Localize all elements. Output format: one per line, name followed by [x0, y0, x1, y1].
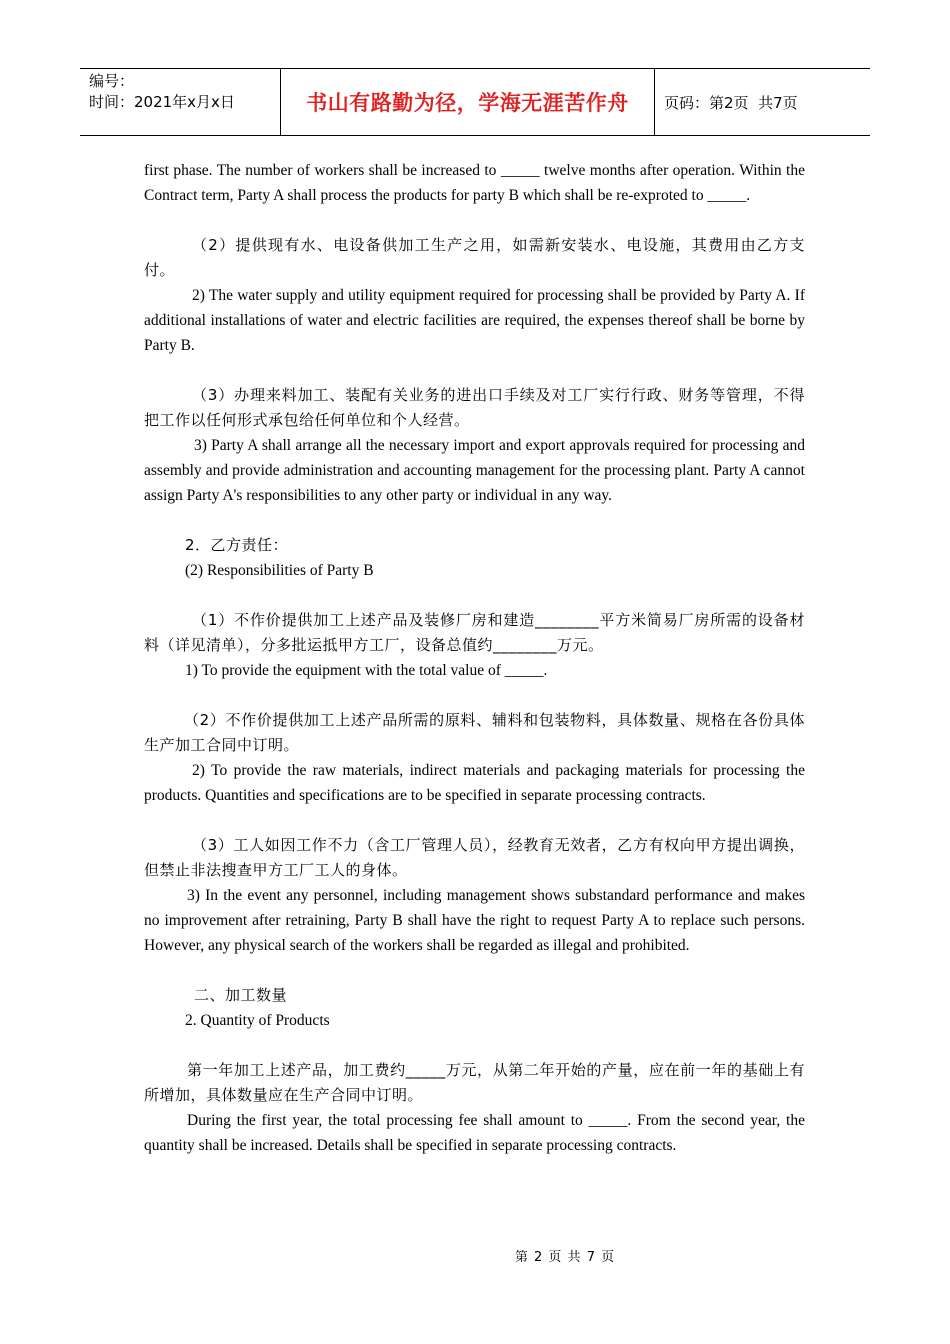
paragraph-en-quantity: During the first year, the total processing fee shall amount to _____. From the second year, the quantity shall be increased. Details shall be specified in separate processing contracts. — [144, 1112, 805, 1154]
paragraph-zh-import-export: （3）办理来料加工、装配有关业务的进出口手续及对工厂实行行政、财务等管理，不得把工作以任何形式承包给任何单位和个人经营。 — [144, 386, 805, 429]
paragraph-zh-equipment: （1）不作价提供加工上述产品及装修厂房和建造________平方米简易厂房所需的设备材料（详见清单），分多批运抵甲方工厂，设备总值约________万元。 — [144, 611, 805, 654]
paragraph-en-workers: first phase. The number of workers shall be increased to _____ twelve months after operation. Within the Contract term, Party A shall process the products for party B which shall be re-exproted to _____. — [144, 162, 805, 204]
paragraph-zh-water-supply: （2）提供现有水、电设备供加工生产之用，如需新安装水、电设施，其费用由乙方支付。 — [144, 236, 805, 279]
paragraph-zh-quantity: 第一年加工上述产品，加工费约_____万元，从第二年开始的产量，应在前一年的基础上有所增加，具体数量应在生产合同中订明。 — [144, 1061, 805, 1104]
document-header — [80, 68, 870, 136]
paragraph-zh-personnel: （3）工人如因工作不力（含工厂管理人员），经教育无效者，乙方有权向甲方提出调换，但禁止非法搜查甲方工厂工人的身体。 — [144, 836, 805, 879]
header-page-label: 页码：第2页 共7页 — [664, 93, 798, 112]
paragraph-en-personnel: 3) In the event any personnel, including management shows substandard performance and makes no improvement after retraining, Party B shall have the right to request Party A to replace such persons. However, any physical search of the workers shall be regarded as illegal and prohibited. — [144, 887, 805, 954]
document-date-label: 时间：2021年x月x日 — [89, 93, 235, 111]
header-motto: 书山有路勤为径，学海无涯苦作舟 — [281, 69, 655, 135]
document-body — [144, 158, 805, 1158]
page-footer — [0, 1246, 950, 1265]
section-title-zh-party-b: 2．乙方责任： — [185, 536, 289, 554]
paragraph-en-water-supply: 2) The water supply and utility equipment required for processing shall be provided by Party A. If additional installations of water and electric facilities are required, the expenses thereof shall be borne by Party B. — [144, 287, 805, 354]
section-title-zh-quantity: 二、加工数量 — [194, 986, 288, 1004]
header-page-cell — [655, 69, 870, 135]
section-title-en-party-b: (2) Responsibilities of Party B — [185, 562, 374, 579]
document-number-label: 编号： — [89, 72, 135, 90]
header-info-cell — [80, 69, 281, 135]
paragraph-en-import-export: 3) Party A shall arrange all the necessary import and export approvals required for processing and assembly and provide administration and accounting management for the processing plant. Party A cannot assign Party A's responsibilities to any other party or individual in any way. — [144, 437, 805, 504]
paragraph-en-equipment: 1) To provide the equipment with the total value of _____. — [185, 662, 548, 679]
footer-page-number: 第 2 页 共 7 页 — [514, 1250, 616, 1265]
paragraph-en-materials: 2) To provide the raw materials, indirect materials and packaging materials for processing the products. Quantities and specifications are to be specified in separate processing contracts. — [144, 762, 805, 804]
section-title-en-quantity: 2. Quantity of Products — [185, 1012, 330, 1029]
paragraph-zh-materials: （2）不作价提供加工上述产品所需的原料、辅料和包装物料，具体数量、规格在各份具体生产加工合同中订明。 — [144, 711, 805, 754]
